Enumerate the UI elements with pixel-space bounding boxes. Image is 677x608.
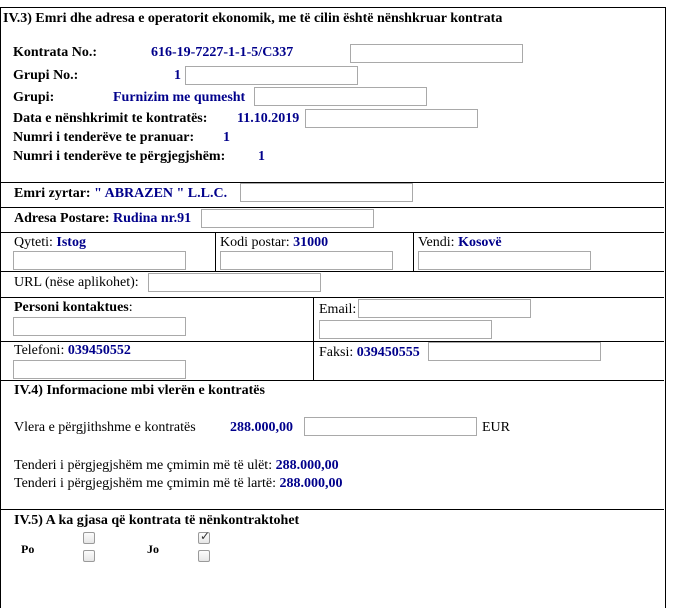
telefoni-input[interactable] <box>13 360 186 379</box>
personi-input[interactable] <box>13 317 186 336</box>
adresa-row <box>14 211 191 227</box>
divider <box>0 207 664 208</box>
grupi-label: Grupi: <box>13 90 55 105</box>
email-input-2[interactable] <box>319 320 492 339</box>
section-title-iv5: IV.5) A ka gjasa që kontrata të nënkontraktohet <box>14 513 300 528</box>
emri-label: Emri zyrtar: <box>14 186 91 201</box>
qyteti-row <box>14 235 86 251</box>
kontrata-label: Kontrata No.: <box>13 45 97 60</box>
divider <box>313 297 314 380</box>
adresa-label: Adresa Postare: <box>14 211 110 226</box>
qyteti-input[interactable] <box>13 251 186 270</box>
vlera-input[interactable] <box>304 417 477 436</box>
adresa-value: Rudina nr.91 <box>113 211 192 226</box>
kontrata-input[interactable] <box>350 44 523 63</box>
divider <box>0 297 664 298</box>
vlera-label: Vlera e përgjithshme e kontratës <box>14 420 196 435</box>
jo-label: Jo <box>147 542 159 556</box>
kodi-input[interactable] <box>220 251 393 270</box>
vendi-row <box>418 235 502 251</box>
email-label: Email: <box>319 302 357 317</box>
personi-label: Personi kontaktues <box>14 300 129 315</box>
ulet-value: 288.000,00 <box>275 458 339 473</box>
data-label: Data e nënshkrimit te kontratës: <box>13 111 208 126</box>
pranuar-label: Numri i tenderëve te pranuar: <box>13 130 195 145</box>
qyteti-label: Qyteti: <box>14 235 53 250</box>
vlera-value: 288.000,00 <box>230 420 293 435</box>
faksi-label: Faksi: <box>319 345 354 360</box>
jo-checkbox-2[interactable] <box>198 550 210 562</box>
data-value: 11.10.2019 <box>237 111 300 126</box>
vendi-value: Kosovë <box>458 235 502 250</box>
divider <box>0 380 664 381</box>
pranuar-value: 1 <box>223 130 230 145</box>
email-input[interactable] <box>358 299 531 318</box>
section-title-iv3: IV.3) Emri dhe adresa e operatorit ekonomik, me të cilin është nënshkruar kontrata <box>3 11 503 26</box>
emri-input[interactable] <box>240 183 413 202</box>
adresa-input[interactable] <box>201 209 374 228</box>
grupi-no-label: Grupi No.: <box>13 68 79 83</box>
vendi-label: Vendi: <box>418 235 455 250</box>
personi-row <box>14 300 133 316</box>
url-label: URL (nëse aplikohet): <box>14 275 139 290</box>
divider <box>0 232 664 233</box>
personi-colon: : <box>128 300 133 315</box>
po-label: Po <box>21 542 35 556</box>
larte-value: 288.000,00 <box>279 476 343 491</box>
po-checkbox[interactable] <box>83 532 95 544</box>
grupi-no-input[interactable] <box>185 66 358 85</box>
faksi-input[interactable] <box>428 342 601 361</box>
telefoni-value: 039450552 <box>67 343 131 358</box>
larte-row <box>14 476 342 492</box>
faksi-row <box>319 345 420 361</box>
divider <box>0 509 664 510</box>
grupi-input[interactable] <box>254 87 427 106</box>
ulet-row <box>14 458 339 474</box>
vendi-input[interactable] <box>418 251 591 270</box>
pergjegjshem-value: 1 <box>258 149 265 164</box>
emri-value: " ABRAZEN " L.L.C. <box>94 186 228 201</box>
kodi-label: Kodi postar: <box>220 235 290 250</box>
ulet-label: Tenderi i përgjegjshëm me çmimin më të ulët: <box>14 458 273 473</box>
divider <box>0 271 664 272</box>
po-checkbox-2[interactable] <box>83 550 95 562</box>
divider <box>413 232 414 271</box>
qyteti-value: Istog <box>56 235 86 250</box>
grupi-value: Furnizim me qumesht <box>113 90 246 105</box>
pergjegjshem-label: Numri i tenderëve te përgjegjshëm: <box>13 149 226 164</box>
emri-row <box>14 186 227 202</box>
url-input[interactable] <box>148 273 321 292</box>
currency-label: EUR <box>482 420 510 435</box>
larte-label: Tenderi i përgjegjshëm me çmimin më të lartë: <box>14 476 276 491</box>
kodi-value: 31000 <box>293 235 329 250</box>
kodi-row <box>220 235 328 251</box>
telefoni-row <box>14 343 131 359</box>
section-title-iv4: IV.4) Informacione mbi vlerën e kontratës <box>14 383 265 398</box>
jo-checkbox[interactable] <box>198 532 210 544</box>
grupi-no-value: 1 <box>174 68 181 83</box>
kontrata-value: 616-19-7227-1-1-5/C337 <box>151 45 294 60</box>
data-input[interactable] <box>305 109 478 128</box>
telefoni-label: Telefoni: <box>14 343 65 358</box>
faksi-value: 039450555 <box>356 345 420 360</box>
divider <box>215 232 216 271</box>
